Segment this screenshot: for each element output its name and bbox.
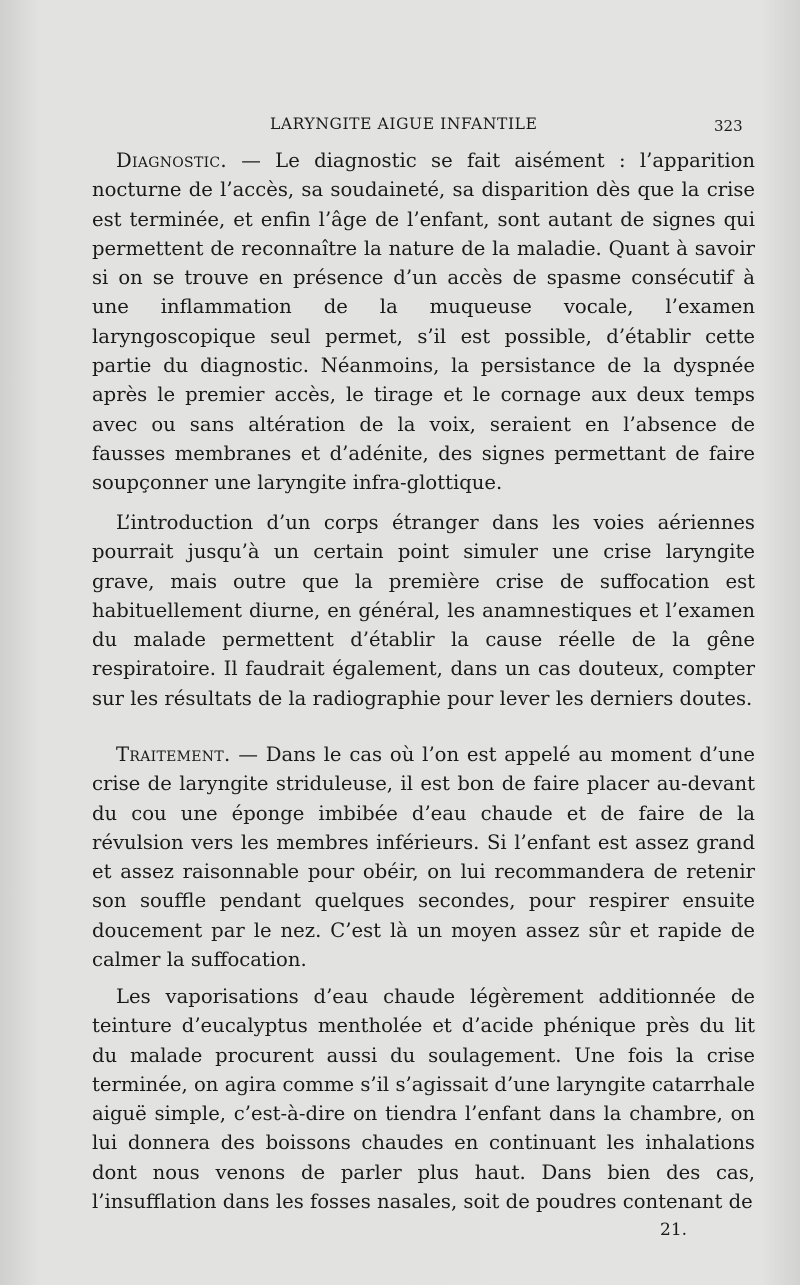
section-lead-diagnostic: Diagnostic. [116,149,227,172]
section-lead-traitement: Traitement. [116,743,231,766]
paragraph-vaporisations [92,982,755,1216]
paragraph-text: L’introduction d’un corps étranger dans les voies aériennes pourrait jusqu’à un certain point simuler une crise laryngite grave, mais outre que la première crise de suffocation est habituellement diurne, en général, les anamnestiques et l’examen du malade permettent d’établir la cause réelle de la gêne respiratoire. Il faudrait également, dans un cas douteux, compter sur les résultats de la radiographie pour lever les derniers doutes. [92,511,755,710]
paragraph-traitement [92,740,755,974]
page-number: 323 [714,117,743,135]
paragraph-text: — Le diagnostic se fait aisément : l’apparition nocturne de l’accès, sa soudaineté, sa disparition dès que la crise est terminée, et enfin l’âge de l’enfant, sont autant de signes qui permettent de reconnaître la nature de la maladie. Quant à savoir si on se trouve en présence d’un accès de spasme consécutif à une inflammation de la muqueuse vocale, l’examen laryngoscopique seul permet, s’il est possible, d’établir cette partie du diagnostic. Néanmoins, la persistance de la dyspnée après le premier accès, le tirage et le cornage aux deux temps avec ou sans altération de la voix, seraient en l’absence de fausses membranes et d’adénite, des signes permettant de faire soupçonner une laryngite infra-glottique. [92,149,755,495]
signature-mark: 21. [660,1220,688,1240]
paragraph-text: Les vaporisations d’eau chaude légèrement additionnée de teinture d’eucalyptus mentholée et d’acide phénique près du lit du malade procurent aussi du soulagement. Une fois la crise terminée, on agira comme s’il s’agissait d’une laryngite catarrhale aiguë simple, c’est-à-dire on tiendra l’enfant dans la chambre, on lui donnera des boissons chaudes en continuant les inhalations dont nous venons de parler plus haut. Dans bien des cas, l’insufflation dans les fosses nasales, soit de poudres contenant de [92,985,755,1214]
paragraph-text: — Dans le cas où l’on est appelé au moment d’une crise de laryngite striduleuse, il est bon de faire placer au-devant du cou une éponge imbibée d’eau chaude et de faire de la révulsion vers les membres inférieurs. Si l’enfant est assez grand et assez raisonnable pour obéir, on lui recommandera de retenir son souffle pendant quelques secondes, pour respirer ensuite doucement par le nez. C’est là un moyen assez sûr et rapide de calmer la suffocation. [92,743,755,972]
paragraph-diagnostic [92,146,755,498]
running-title: LARYNGITE AIGUE INFANTILE [270,115,538,133]
paragraph-foreign-body [92,508,755,713]
running-head [0,112,800,142]
